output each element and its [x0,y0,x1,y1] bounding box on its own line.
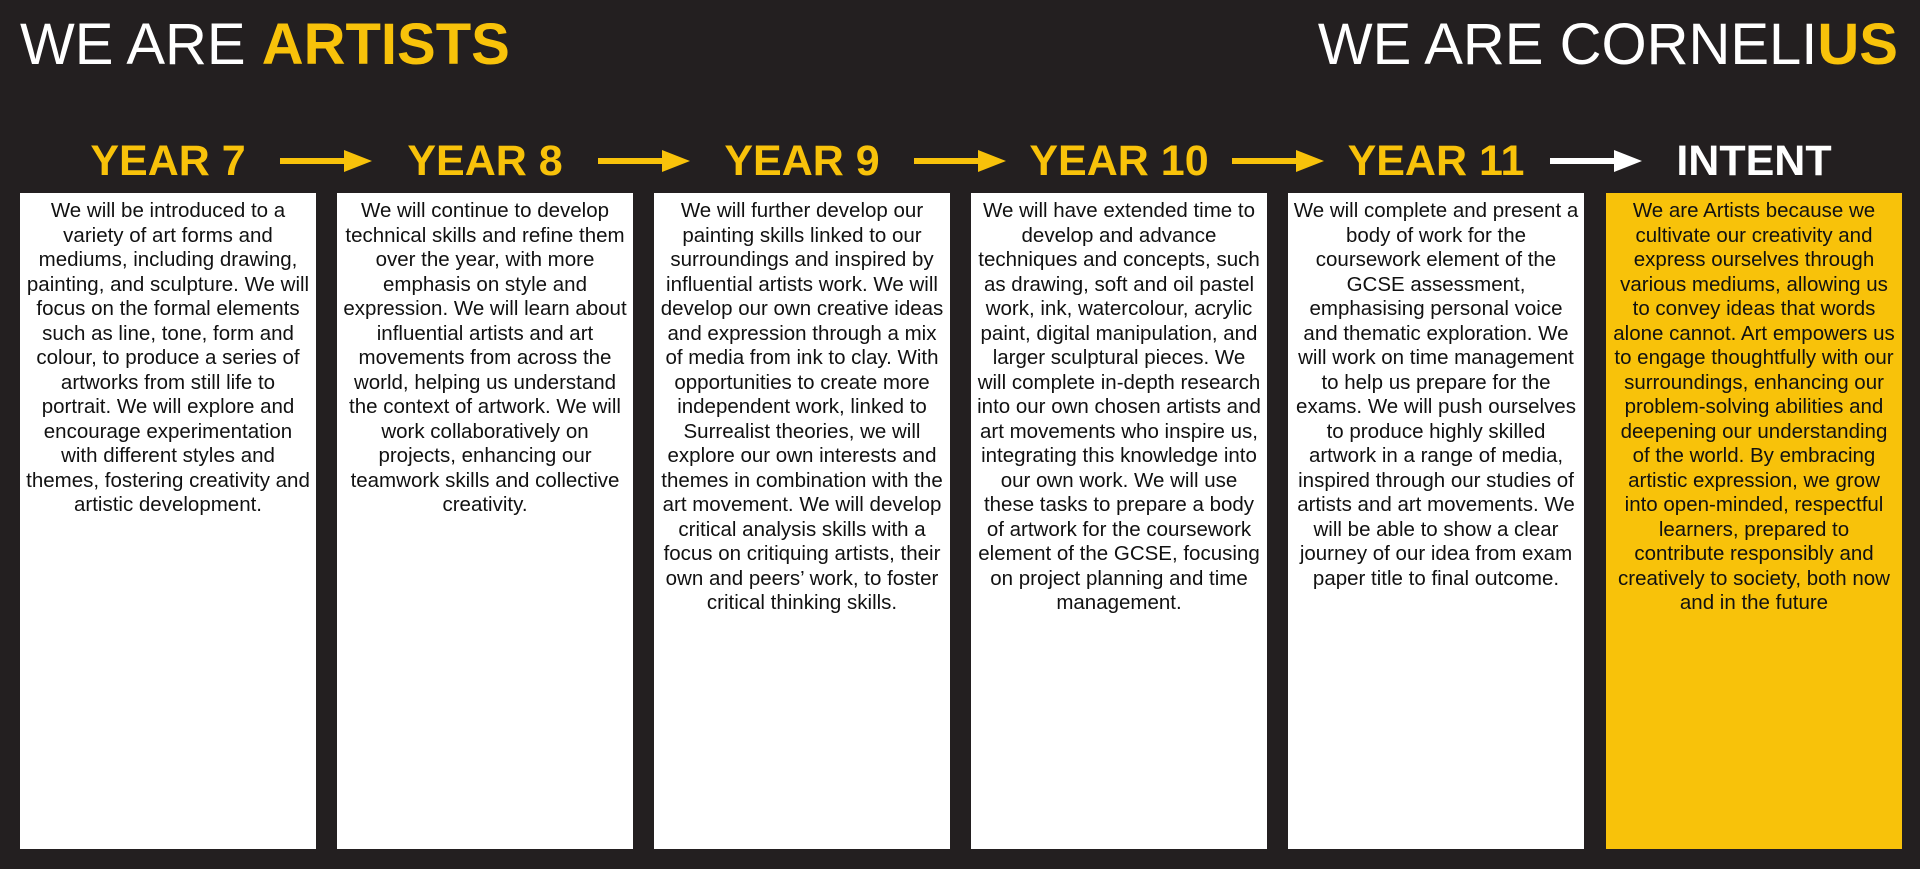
year-progression-row [0,132,1920,192]
year-7-title: YEAR 7 [90,137,246,185]
year-8-description: We will continue to develop technical skills and refine them over the year, with more emphasis on style and expression. We will learn about influential artists and art movements from across the world, helping us understand the context of artwork. We will work collaboratively on projects, enhancing our teamwork skills and collective creativity. [337,193,633,849]
header-left-accent: ARTISTS [261,12,510,77]
year-10-description: We will have extended time to develop and advance techniques and concepts, such as drawing, soft and oil pastel work, ink, watercolour, acrylic paint, digital manipulation, and larger sculptural pieces. We will complete in-depth research into our own chosen artists and art movements who inspire us, integrating this knowledge into our own work. We will use these tasks to prepare a body of artwork for the coursework element of the GCSE, focusing on project planning and time management. [971,193,1267,849]
header-left-prefix: WE ARE [20,12,262,77]
year-8-title: YEAR 8 [407,137,563,185]
intent-description: We are Artists because we cultivate our creativity and express ourselves through various mediums, allowing us to convey ideas that words alone cannot. Art empowers us to engage thoughtfully with our surroundings, enhancing our problem-solving abilities and deepening our understanding of the world. By embracing artistic expression, we grow into open-minded, respectful learners, prepared to contribute responsibly and creatively to society, both now and in the future [1606,193,1902,849]
year-9-description: We will further develop our painting skills linked to our surroundings and inspired by influential artists work. We will develop our own creative ideas and expression through a mix of media from ink to clay. With opportunities to create more independent work, linked to Surrealist theories, we will explore our own interests and themes in combination with the art movement. We will develop critical analysis skills with a focus on critiquing artists, their own and peers’ work, to foster critical thinking skills. [654,193,950,849]
year-9-title: YEAR 9 [724,137,880,185]
header-we-are-artists [20,10,510,80]
header-we-are-cornelius [1318,10,1898,80]
year-11-description: We will complete and present a body of work for the coursework element of the GCSE assessment, emphasising personal voice and thematic exploration. We will work on time management to help us prepare for the exams. We will push ourselves to produce highly skilled artwork in a range of media, inspired through our studies of artists and art movements. We will be able to show a clear journey of our idea from exam paper title to final outcome. [1288,193,1584,849]
header-right-prefix: WE ARE CORNELI [1317,12,1818,77]
intent-title: INTENT [1676,137,1832,185]
year-7-description: We will be introduced to a variety of art forms and mediums, including drawing, painting, and sculpture. We will focus on the formal elements such as line, tone, form and colour, to produce a series of artworks from still life to portrait. We will explore and encourage experimentation with different styles and themes, fostering creativity and artistic development. [20,193,316,849]
header-right-accent: US [1817,12,1898,77]
year-10-title: YEAR 10 [1029,137,1209,185]
year-11-title: YEAR 11 [1347,137,1525,185]
